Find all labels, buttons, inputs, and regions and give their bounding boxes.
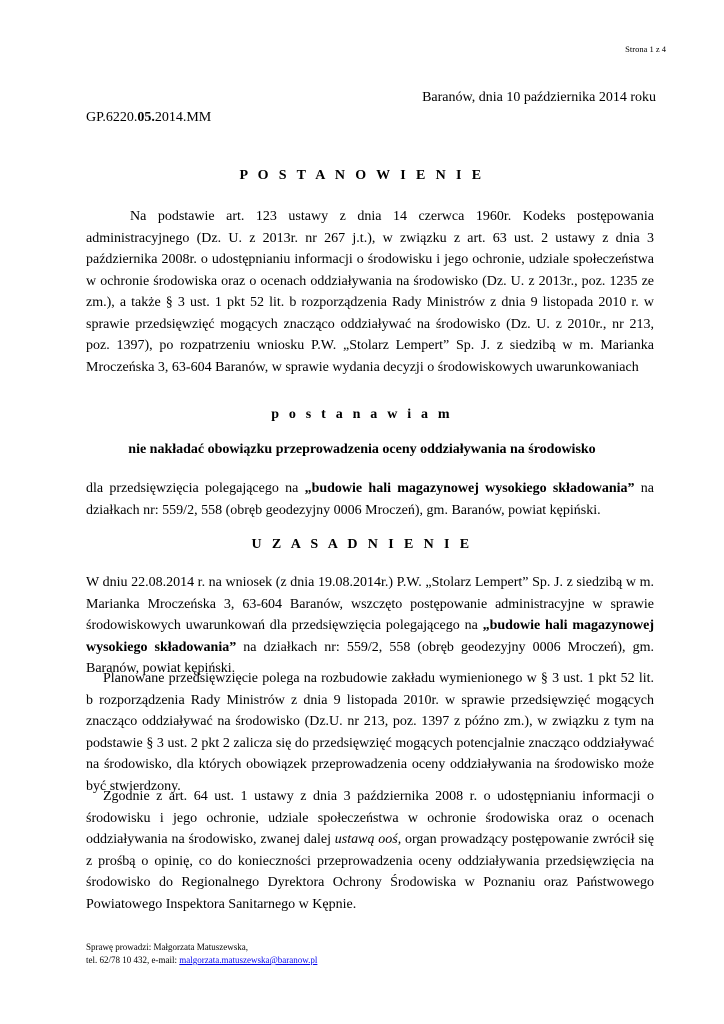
scope-project-name: „budowie hali magazynowej wysokiego składowania”	[304, 481, 635, 496]
justification-paragraph-3	[86, 786, 654, 915]
document-title: P O S T A N O W I E N I E	[239, 168, 485, 183]
justification-3-before: Zgodnie z art. 64 ust. 1 ustawy z dnia 3 października 2008 r. o udostępnianiu informacji o środowisku i jego ochronie, udziale społeczeństwa w ochronie środowiska oraz o ocenach oddziaływania na środowisko, zwanej dalej	[86, 789, 654, 847]
justification-1-before: W dniu 22.08.2014 r. na wniosek (z dnia 19.08.2014r.) P.W. „Stolarz Lempert” Sp. J. z siedzibą w m. Marianka Mroczeńska 3, 63-604 Baranów, wszczęto postępowanie administracyjne w sprawie środowiskowych uwarunkowań dla przedsięwzięcia polegającego na	[86, 575, 654, 633]
place-date: Baranów, dnia 10 października 2014 roku	[422, 90, 656, 105]
case-number-suffix: 2014.MM	[154, 110, 212, 125]
case-number	[86, 110, 211, 126]
justification-3-after: organ prowadzący postępowanie zwrócił się z prośbą o opinię, co do konieczności przeprowadzenia oceny oddziaływania przedsięwzięcia na środowisko do Regionalnego Dyrektora Ochrony Środowiska w Poznaniu oraz Państwowego Powiatowego Inspektora Sanitarnego w Kępnie.	[86, 832, 655, 912]
scope-text-before: dla przedsięwzięcia polegającego na	[86, 481, 305, 496]
justification-title: U Z A S A D N I E N I E	[251, 537, 473, 552]
scope-text-after: na działkach nr: 559/2, 558 (obręb geodezyjny 0006 Mroczeń), gm. Baranów, powiat kępiński.	[86, 481, 654, 518]
decision-statement: nie nakładać obowiązku przeprowadzenia oceny oddziaływania na środowisko	[128, 442, 596, 457]
scope-paragraph	[86, 478, 654, 521]
justification-3-italic: ustawą ooś,	[334, 832, 402, 847]
justification-1-after: na działkach nr: 559/2, 558 (obręb geodezyjny 0006 Mroczeń), gm. Baranów, powiat kępiński.	[86, 639, 654, 676]
justification-paragraph-2: Planowane przedsięwzięcie polega na rozbudowie zakładu wymienionego w § 3 ust. 1 pkt 52 lit. b rozporządzenia Rady Ministrów z dnia 9 listopada 2010r. w sprawie przedsięwzięć mogących znacząco oddziaływać na środowisko (Dz.U. nr 213, poz. 1397 z późno zm.), w związku z tym na podstawie § 3 ust. 2 pkt 2 zalicza się do przedsięwzięć mogących potencjalnie znacząco oddziaływać na środowisko, dla których obowiązek przeprowadzenia oceny oddziaływania na środowisko może być stwierdzony.	[86, 671, 654, 794]
footer-contact-details	[86, 954, 317, 967]
case-number-bold: 05.	[137, 110, 155, 125]
page-number: Strona 1 z 4	[625, 44, 666, 54]
intro-paragraph: Na podstawie art. 123 ustawy z dnia 14 czerwca 1960r. Kodeks postępowania administracyjnego (Dz. U. z 2013r. nr 267 j.t.), w związku z art. 63 ust. 2 ustawy z dnia 3 października 2008r. o udostępnianiu informacji o środowisku i jego ochronie, udziale społeczeństwa w ochronie środowiska oraz o ocenach oddziaływania na środowisko (Dz. U. z 2013r., poz. 1235 ze zm.), a także § 3 ust. 1 pkt 52 lit. b rozporządzenia Rady Ministrów z dnia 9 listopada 2010 r. w sprawie przedsięwzięć mogących znacząco oddziaływać na środowisko (Dz. U. z 2010r., nr 213, poz. 1397), po rozpatrzeniu wniosku P.W. „Stolarz Lempert” Sp. J. z siedzibą w m. Marianka Mroczeńska 3, 63-604 Baranów, w sprawie wydania decyzji o środowiskowych uwarunkowaniach	[86, 209, 654, 375]
footer-email-link[interactable]: malgorzata.matuszewska@baranow.pl	[179, 955, 318, 965]
footer-contact-person: Sprawę prowadzi: Małgorzata Matuszewska,	[86, 942, 248, 952]
justification-paragraph-1	[86, 572, 654, 680]
decides-heading: p o s t a n a w i a m	[271, 407, 453, 422]
footer-phone: tel. 62/78 10 432, e-mail:	[86, 955, 180, 965]
case-number-prefix: GP.6220.	[86, 110, 138, 125]
justification-1-project-name: „budowie hali magazynowej wysokiego składowania”	[86, 618, 654, 655]
